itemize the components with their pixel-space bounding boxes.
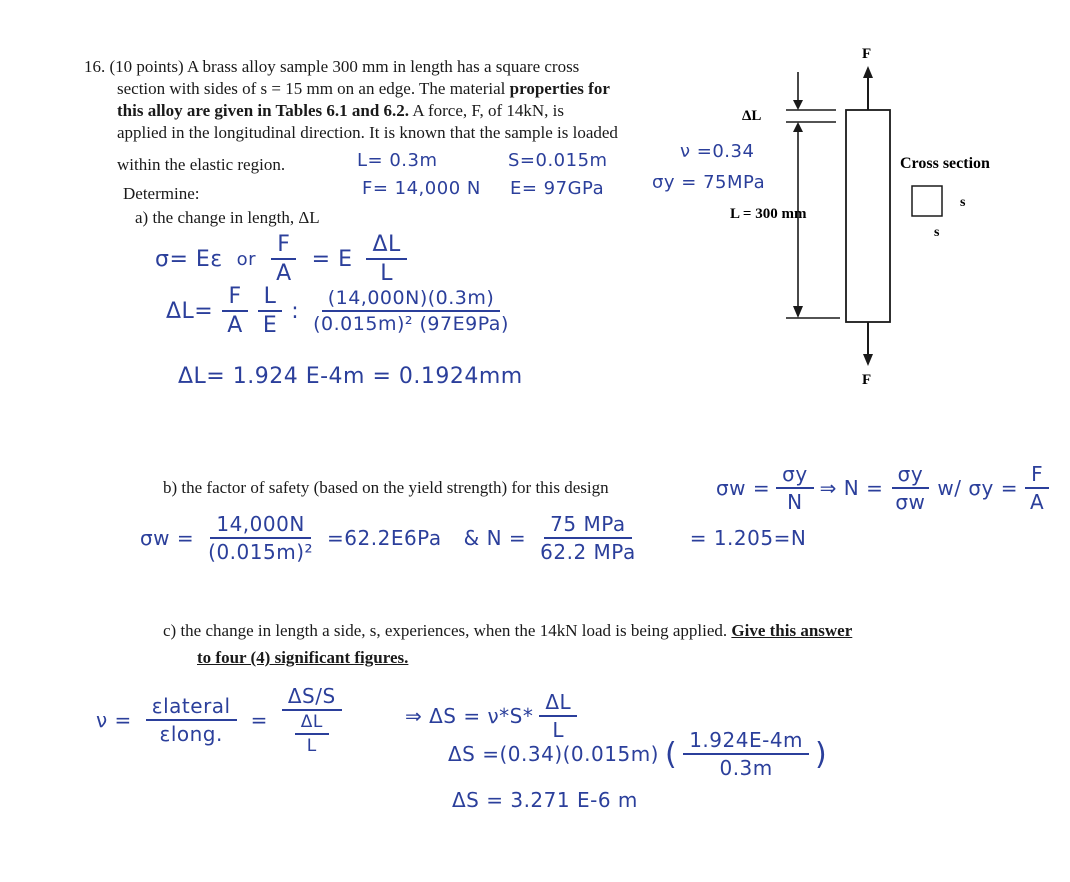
part-c-substitution: ΔS =(0.34)(0.015m) ( $\frac{1.924E-4m}{0.3m}$ ) (448, 728, 828, 780)
bar-diagram (730, 40, 1040, 400)
part-b-ratio: $\frac{\text{75 MPa}}{\text{62.2 MPa}}$ (540, 512, 636, 564)
part-c-poisson: ν = $\frac{\text{εlateral}}{\text{εlong.}}$ = $\frac{\Delta S/S}{\frac{\Delta L}{L}}$ (96, 684, 342, 756)
problem-line-4: applied in the longitudinal direction. It is known that the sample is loaded (117, 123, 618, 142)
part-c-sig-figs: to four (4) significant figures. (197, 648, 409, 667)
part-b-definitions: σw = $\frac{\sigma y}{N}$ ⇒ N = $\frac{\sigma y}{\sigma w}$ w/ σy = $\frac{F}{A}$ (716, 462, 1050, 514)
part-a-stress-fraction: $\frac{F}{A}$ (270, 232, 298, 286)
force-bottom-label: F (862, 372, 872, 388)
part-a-formula: ΔL= $\frac{F}{A}$ $\frac{L}{E}$ : $\frac{(14,000N)(0.3m)}{\text{(0.015m)² (97E9Pa)}}$ (166, 284, 515, 338)
part-a-f-over-a: $\frac{F}{A}$ (221, 284, 249, 338)
part-c-dl-over-l: $\frac{\Delta L}{L}$ (295, 712, 329, 756)
part-c-answer: ΔS = 3.271 E-6 m (452, 788, 638, 812)
cross-section-side-right: s (960, 195, 966, 210)
given-length: L= 0.3m (357, 150, 438, 171)
cross-section-title: Cross section (900, 155, 990, 172)
part-a-strain-fraction: $\frac{\Delta L}{L}$ (366, 232, 406, 286)
delta-l-arrowhead-up (793, 122, 803, 132)
part-c-subst-fraction: $\frac{1.924E-4m}{0.3m}$ (683, 728, 809, 780)
part-a-law: σ= Eε or $\frac{F}{A}$ = E $\frac{\Delta L}{L}$ (155, 232, 407, 286)
part-b-calculation: σw = $\frac{14,000N}{\text{(0.015m)²}}$ =62.2E6Pa & N = $\frac{\text{75 MPa}}{\text{62.2 MPa}}$ = 1.205=N (140, 512, 807, 564)
sample-bar (846, 110, 890, 322)
part-a-substitution: $\frac{(14,000N)(0.3m)}{\text{(0.015m)² (97E9Pa)}}$ (313, 287, 509, 335)
given-yield: σy = 75MPa (652, 172, 766, 193)
part-b-stress-calc: $\frac{14,000N}{\text{(0.015m)²}}$ (208, 512, 314, 564)
part-c-strain-ratio: $\frac{\text{εlateral}}{\text{εlong.}}$ (146, 694, 237, 746)
part-c-inner-fraction (289, 711, 335, 756)
problem-line-2: section with sides of s = 15 mm on an edge. The material properties for (117, 79, 610, 98)
force-top-arrowhead (863, 66, 873, 78)
given-poisson: ν =0.34 (680, 141, 755, 162)
part-c-question: c) the change in length a side, s, experiences, when the 14kN load is being applied. Give this answer (163, 621, 853, 640)
part-c-rearranged: ⇒ ΔS = ν*S* $\frac{\Delta L}{L}$ (405, 690, 577, 742)
part-a-l-over-e: $\frac{L}{E}$ (257, 284, 283, 338)
part-c-compound-fraction: $\frac{\Delta S/S}{\frac{\Delta L}{L}}$ (282, 684, 342, 756)
problem-line-1: 16. (10 points) A brass alloy sample 300 mm in length has a square cross (84, 57, 580, 76)
part-b-fa-fraction: $\frac{F}{A}$ (1024, 462, 1050, 514)
problem-line-5: within the elastic region. (117, 155, 286, 174)
delta-l-arrowhead-down (793, 100, 803, 110)
length-label: L = 300 mm (730, 206, 807, 222)
cross-section-side-bottom: s (934, 225, 940, 240)
given-modulus: E= 97GPa (510, 178, 605, 199)
problem-line-3: this alloy are given in Tables 6.1 and 6.2. A force, F, of 14kN, is (117, 101, 564, 120)
length-arrowhead (793, 306, 803, 318)
part-b-sw-fraction: $\frac{\sigma y}{N}$ (776, 462, 814, 514)
delta-l-label: ΔL (742, 108, 762, 124)
force-top-label: F (862, 46, 872, 62)
part-c-open-paren: ( (664, 736, 678, 772)
part-c-close-paren: ) (815, 736, 828, 772)
given-force: F= 14,000 N (362, 178, 481, 199)
cross-section-square (912, 186, 942, 216)
determine-label: Determine: (123, 184, 200, 203)
part-b-n-fraction: $\frac{\sigma y}{\sigma w}$ (889, 462, 931, 514)
given-side: S=0.015m (508, 150, 608, 171)
part-b-question: b) the factor of safety (based on the yield strength) for this design (163, 478, 609, 497)
part-a-answer: ΔL= 1.924 E-4m = 0.1924mm (178, 364, 523, 389)
part-a-question: a) the change in length, ΔL (135, 208, 320, 227)
part-c-arrow-fraction: $\frac{\Delta L}{L}$ (539, 690, 577, 742)
force-bottom-arrowhead (863, 354, 873, 366)
